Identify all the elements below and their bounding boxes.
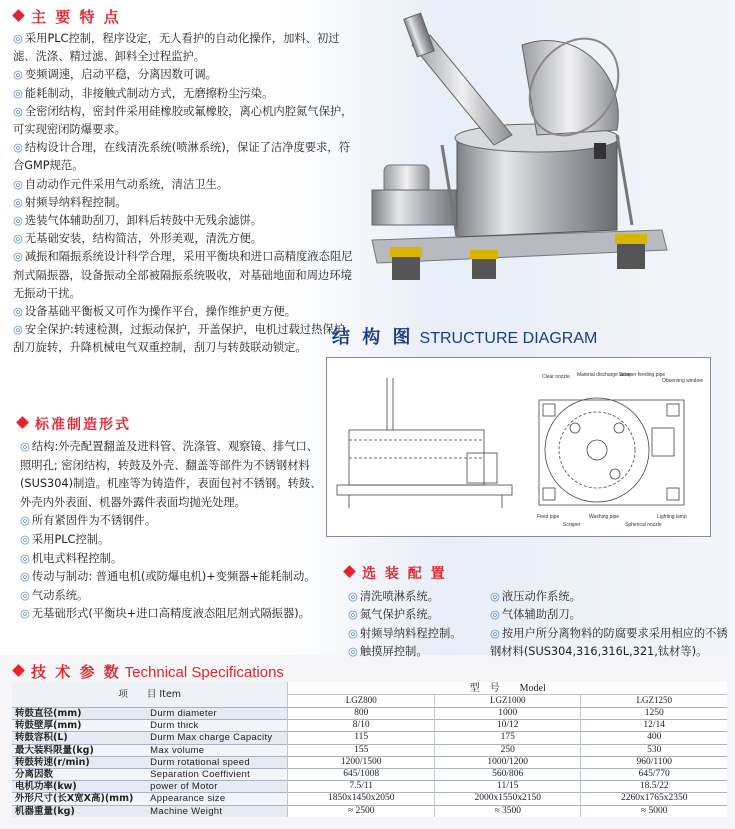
bullet-icon: ◎: [490, 590, 500, 603]
spec-value: ≈ 2500: [288, 805, 435, 817]
bullet-icon: ◎: [348, 645, 358, 659]
spec-value: 8/10: [288, 720, 435, 732]
list-item: [13, 212, 358, 230]
list-item-text: 结构:外壳配置翻盖及进料管、洗涤管、观察镜、排气口、照明孔; 密闭结构，转鼓及外壳、翻盖等部件为不锈钢材料(SUS304)制造。机座等为铸造件，表面包衬不锈钢。转鼓、外壳内外表面、机器外露件表面均抛光处理。: [20, 440, 322, 509]
bullet-icon: ◎: [13, 141, 23, 155]
list-item-text: 无基础形式(平衡块+进口高精度液态阻尼剂式隔振器)。: [31, 607, 310, 621]
list-item-text: 机电式料程控制。: [31, 551, 123, 565]
list-item: [20, 605, 323, 624]
list-item: [348, 643, 483, 661]
main-features-heading: 主 要 特 点: [14, 6, 121, 27]
list-item-text: 射频导纳料程控制。: [24, 195, 127, 209]
bullet-icon: ◎: [20, 570, 30, 584]
spec-value: 250: [434, 744, 581, 756]
list-item-text: 变频调速，启动平稳，分离因数可调。: [24, 68, 217, 82]
list-item: [13, 30, 358, 66]
list-item-text: 选装气体辅助刮刀，卸料后转鼓中无残余滤饼。: [24, 214, 263, 228]
list-item-text: 能耗制动，非接触式制动方式，无磨擦粉尘污染。: [24, 86, 274, 100]
list-item: [13, 248, 358, 303]
spec-value: 11/15: [434, 781, 581, 793]
spec-label-en: Durm Max charge Capacity: [147, 732, 288, 744]
optional-list-right: [490, 588, 730, 662]
list-item-text: 液压动作系统。: [501, 590, 581, 603]
list-item: [20, 587, 323, 606]
diagram-label: Spherical nozzle: [625, 522, 662, 528]
main-features-list: [13, 30, 358, 358]
bullet-icon: ◎: [20, 440, 30, 453]
spec-value: 645/1008: [288, 768, 435, 780]
bullet-icon: ◎: [348, 608, 358, 622]
bullet-icon: ◎: [13, 250, 23, 264]
spec-label-en: Durm thick: [147, 720, 288, 732]
list-item: [13, 176, 358, 194]
bullet-icon: ◎: [20, 588, 30, 602]
model-name: LGZ1000: [434, 695, 581, 706]
table-row: [12, 744, 727, 756]
table-row: [12, 793, 727, 805]
spec-value: 1000: [434, 708, 581, 720]
spec-value: 2000x1550x2150: [434, 793, 581, 805]
spec-label-cn: 转鼓转速(r/min): [12, 756, 147, 768]
bullet-icon: ◎: [13, 323, 23, 337]
bullet-icon: ◎: [490, 608, 500, 622]
bullet-icon: ◎: [13, 86, 23, 100]
list-item-text: 按用户所分离物料的防腐要求采用相应的不锈钢材料(SUS304,316,316L,321,钛材等)。: [490, 626, 728, 659]
spec-value: 175: [434, 732, 581, 744]
diamond-icon: [12, 9, 25, 22]
spec-value: 1000/1200: [434, 756, 581, 768]
diagram-label: Scraper feeding pipe: [619, 372, 666, 378]
structure-diagram-drawing: [327, 358, 710, 536]
diagram-label: Clear nozzle: [542, 374, 570, 380]
spec-value: 7.5/11: [288, 781, 435, 793]
bullet-icon: ◎: [13, 305, 23, 319]
spec-label-en: Separation Coeffivient: [147, 768, 288, 780]
bullet-icon: ◎: [20, 551, 30, 565]
table-row: [12, 805, 727, 817]
list-item: [13, 194, 358, 212]
specs-heading: 技 术 参 数 Technical Specifications: [14, 661, 284, 682]
spec-label-en: Max volume: [147, 744, 288, 756]
spec-value: 12/14: [581, 720, 727, 732]
list-item-text: 采用PLC控制。: [31, 532, 110, 546]
list-item: [13, 139, 358, 175]
spec-label-cn: 机器重量(kg): [12, 805, 147, 817]
list-item: [490, 625, 730, 662]
list-item: [13, 303, 358, 321]
list-item-text: 安全保护:转速检测，过振动保护，开盖保护，电机过载过热保护，刮刀旋转，升降机械电气双重控制，刮刀与转鼓联动锁定。: [13, 323, 357, 355]
table-row: [12, 756, 727, 768]
list-item-text: 全密闭结构，密封件采用硅橡胶或氟橡胶，离心机内腔氮气保护，可实现密闭防爆要求。: [13, 104, 353, 137]
table-row: [12, 720, 727, 732]
list-item: [13, 103, 358, 139]
list-item-text: 采用PLC控制，程序设定，无人看护的自动化操作，加料、初过滤、洗涤、精过滤、卸料全过程监护。: [13, 32, 340, 64]
list-item-text: 气动系统。: [31, 588, 89, 602]
spec-value: 2260x1765x2350: [581, 793, 727, 805]
list-item-text: 清洗喷淋系统。: [359, 590, 439, 603]
bullet-icon: ◎: [20, 532, 30, 546]
list-item-text: 氮气保护系统。: [359, 608, 439, 622]
list-item: [20, 438, 323, 512]
bullet-icon: ◎: [13, 195, 23, 209]
diagram-label: Material discharge valve: [577, 372, 631, 378]
bullet-icon: ◎: [20, 514, 30, 528]
spec-label-cn: 分离因数: [12, 768, 147, 780]
list-item: [348, 625, 483, 643]
bullet-icon: ◎: [490, 626, 500, 640]
structure-diagram-heading: 结 构 图 STRUCTURE DIAGRAM: [332, 327, 598, 348]
table-row: [12, 732, 727, 744]
bullet-icon: ◎: [13, 177, 23, 191]
spec-value: 10/12: [434, 720, 581, 732]
structure-diagram: [326, 357, 711, 537]
diamond-icon: [343, 565, 356, 578]
spec-value: 960/1100: [581, 756, 727, 768]
list-item-text: 传动与制动: 普通电机(或防爆电机)+变频器+能耗制动。: [31, 570, 316, 584]
bullet-icon: ◎: [348, 590, 358, 603]
item-header: 项 目 Item: [12, 682, 288, 708]
list-item: [20, 568, 323, 587]
spec-value: ≈ 3500: [434, 805, 581, 817]
spec-label-en: Durm diameter: [147, 708, 288, 720]
spec-value: 1250: [581, 708, 727, 720]
model-header: 型 号 Model: [469, 683, 546, 694]
bullet-icon: ◎: [348, 626, 358, 640]
list-item-text: 无基础安装，结构简洁，外形美观，清洗方便。: [24, 232, 263, 246]
spec-value: 18.5/22: [581, 781, 727, 793]
spec-value: 1850x1450x2050: [288, 793, 435, 805]
spec-value: 115: [288, 732, 435, 744]
list-item-text: 气体辅助刮刀。: [501, 608, 581, 622]
bullet-icon: ◎: [13, 232, 23, 246]
spec-value: ≈ 5000: [581, 805, 727, 817]
list-item: [348, 606, 483, 624]
table-row: [12, 781, 727, 793]
diagram-label: Feed pipe: [537, 514, 560, 520]
spec-value: 155: [288, 744, 435, 756]
bullet-icon: ◎: [13, 214, 23, 228]
diagram-label: Scraper: [563, 522, 581, 528]
list-item: [348, 588, 483, 606]
list-item-text: 自动动作元件采用气动系统，清洁卫生。: [24, 177, 229, 191]
standard-form-list: [20, 438, 323, 624]
spec-value: 400: [581, 732, 727, 744]
model-name: LGZ800: [345, 695, 377, 705]
list-item-text: 触摸屏控制。: [359, 645, 428, 659]
diagram-label: Lighting lamp: [657, 514, 687, 520]
standard-form-heading: 标准制造形式: [18, 414, 131, 434]
diamond-icon: [16, 416, 29, 429]
list-item-text: 减振和隔振系统设计科学合理，采用平衡块和进口高精度液态阻尼剂式隔振器，设备振动全部被隔振系统吸收，对基础地面和周边环境无振动干扰。: [13, 250, 353, 300]
spec-value: 560/806: [434, 768, 581, 780]
spec-label-en: power of Motor: [147, 781, 288, 793]
list-item: [20, 531, 323, 550]
spec-value: 530: [581, 744, 727, 756]
spec-value: 800: [288, 708, 435, 720]
table-row: [12, 708, 727, 720]
list-item: [20, 550, 323, 569]
spec-label-en: Machine Weight: [147, 805, 288, 817]
spec-label-en: Appearance size: [147, 793, 288, 805]
optional-list-left: [348, 588, 483, 662]
diagram-label: Observing window: [662, 378, 703, 384]
table-row: [12, 768, 727, 780]
list-item: [13, 230, 358, 248]
bullet-icon: ◎: [13, 68, 23, 82]
diagram-label: Washing pipe: [589, 514, 620, 520]
bullet-icon: ◎: [20, 607, 30, 621]
list-item-text: 结构设计合理，在线清洗系统(喷淋系统)，保证了洁净度要求，符合GMP规范。: [13, 141, 350, 173]
spec-label-cn: 转鼓直径(mm): [12, 708, 147, 720]
list-item: [13, 66, 358, 84]
model-name: LGZ1250: [580, 695, 727, 706]
spec-label-en: Durm rotational speed: [147, 756, 288, 768]
spec-label-cn: 外形尺寸(长X宽X高)(mm): [12, 793, 147, 805]
list-item: [490, 588, 730, 606]
specs-table: [12, 682, 727, 817]
list-item-text: 设备基础平衡板又可作为操作平台，操作维护更方便。: [24, 305, 296, 319]
centrifuge-photo: [362, 5, 672, 295]
bullet-icon: ◎: [13, 104, 23, 118]
list-item: [490, 606, 730, 624]
list-item: [13, 85, 358, 103]
bullet-icon: ◎: [13, 32, 23, 45]
list-item-text: 射频导纳料程控制。: [359, 626, 462, 640]
spec-label-cn: 转鼓壁厚(mm): [12, 720, 147, 732]
list-item: [20, 512, 323, 531]
diamond-icon: [12, 664, 25, 677]
list-item-text: 所有紧固件为不锈钢件。: [31, 514, 157, 528]
optional-heading: 选 装 配 置: [345, 563, 447, 583]
list-item: [13, 321, 358, 357]
spec-label-cn: 最大装料限量(kg): [12, 744, 147, 756]
spec-label-cn: 电机功率(kw): [12, 781, 147, 793]
spec-value: 1200/1500: [288, 756, 435, 768]
spec-value: 645/770: [581, 768, 727, 780]
spec-label-cn: 转鼓容积(L): [12, 732, 147, 744]
